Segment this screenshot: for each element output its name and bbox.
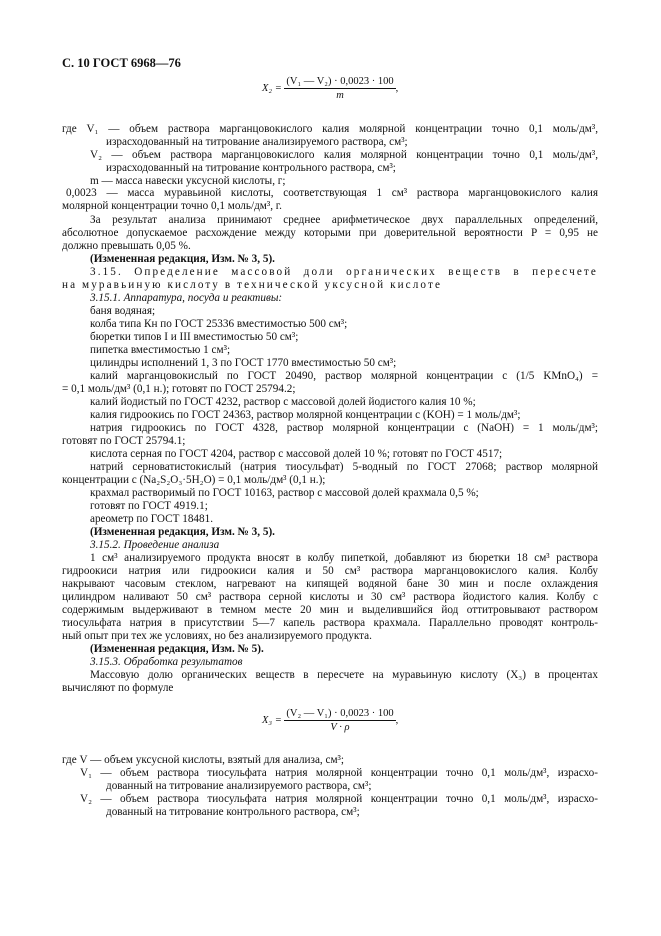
formula-x3-numerator: (V₂ — V₁) · 0,0023 · 100: [286, 708, 394, 719]
equipment-areometer: ареометр по ГОСТ 18481.: [90, 513, 214, 525]
reagent-starch-cont: готовят по ГОСТ 4919.1;: [90, 500, 208, 512]
section-3-15-1-title: 3.15.1. Аппаратура, посуда и реактивы:: [90, 292, 283, 304]
formula-x3-tail: ,: [395, 714, 399, 726]
equipment-item: баня водяная;: [90, 305, 156, 317]
reagent-kmno4-line2: = 0,1 моль/дм³ (0,1 н.); готовят по ГОСТ 25794.2;: [62, 383, 296, 395]
amendment-note-3: (Измененная редакция, Изм. № 5).: [90, 643, 264, 655]
procedure-line: накрывают часовым стеклом, нагревают на кипящей водяной бане 30 мин и после охлаждения: [62, 578, 598, 590]
reagent-koh: калия гидроокись по ГОСТ 24363, раствор молярной концентрации c (KOH) = 1 моль/дм³;: [90, 409, 521, 421]
where-v1-thio: V₁ — объем раствора тиосульфата натрия молярной концентрации точно 0,1 моль/дм³, израсхо-: [80, 767, 598, 779]
section-3-15-title-line2: на муравьиную кислоту в технической уксусной кислоте: [62, 279, 443, 291]
formula-x3-fraction: [284, 708, 395, 733]
formula-x3-lhs: X₃ =: [262, 714, 282, 726]
reagent-thiosulfate-line1: натрий серноватистокислый (натрия тиосульфат) 5-водный по ГОСТ 27068; раствор молярной: [90, 461, 598, 473]
formula-x2: [262, 76, 398, 101]
equipment-item: пипетка вместимостью 1 см³;: [90, 344, 231, 356]
where-0023-cont: молярной концентрации точно 0,1 моль/дм³, г.: [62, 200, 282, 212]
reagent-naoh-line1: натрия гидроокись по ГОСТ 4328, раствор молярной концентрации c (NaOH) = 1 моль/дм³;: [90, 422, 598, 434]
section-3-15-2-title: 3.15.2. Проведение анализа: [90, 539, 220, 551]
results-intro-line1: Массовую долю органических веществ в пересчете на муравьиную кислоту (X₃) в процентах: [90, 669, 598, 681]
section-3-15-3-title: 3.15.3. Обработка результатов: [90, 656, 243, 668]
procedure-line: цилиндром наливают 50 см³ раствора серной кислоты и 30 см³ раствора йодистого калия. Колбу с: [62, 591, 598, 603]
procedure-line: тиосульфата натрия в присутствии 5—7 капель раствора крахмала. Параллельно проводят контроль-: [62, 617, 598, 629]
where-v1: где V₁ — объем раствора марганцовокислого калия молярной концентрации точно 0,1 моль/дм³,: [62, 123, 598, 135]
formula-x2-lhs: X₂ =: [262, 82, 282, 94]
section-3-15-title-line1: 3.15. Определение массовой доли органических веществ в пересчете: [90, 266, 598, 278]
formula-x2-fraction: [284, 76, 395, 101]
results-intro-line2: вычисляют по формуле: [62, 682, 174, 694]
where-m: m — масса навески уксусной кислоты, г;: [90, 175, 286, 187]
where-v2: V₂ — объем раствора марганцовокислого калия молярной концентрации точно 0,1 моль/дм³,: [90, 149, 598, 161]
where-v2-cont: израсходованный на титрование контрольного раствора, см³;: [106, 162, 396, 174]
equipment-item: бюретки типов I и III вместимостью 50 см³;: [90, 331, 299, 343]
where-v2-thio-cont: дованный на титрование контрольного раствора, см³;: [106, 806, 360, 818]
page-header: С. 10 ГОСТ 6968—76: [62, 56, 181, 70]
reagent-kmno4-line1: калий марганцовокислый по ГОСТ 20490, раствор молярной концентрации c (1/5 KMnO₄) =: [90, 370, 598, 382]
equipment-item: цилиндры исполнений 1, 3 по ГОСТ 1770 вместимостью 50 см³;: [90, 357, 397, 369]
procedure-line: содержимым выдерживают в темном месте 20 мин и выделившийся йод оттитровывают раствором: [62, 604, 598, 616]
where-v1-thio-cont: дованный на титрование анализируемого раствора, см³;: [106, 780, 372, 792]
reagent-starch: крахмал растворимый по ГОСТ 10163, раствор с массовой долей крахмала 0,5 %;: [90, 487, 479, 499]
formula-x2-tail: ,: [395, 82, 399, 94]
where-v2-thio: V₂ — объем раствора тиосульфата натрия молярной концентрации точно 0,1 моль/дм³, израсхо-: [80, 793, 598, 805]
procedure-line: ный опыт при тех же условиях, но без анализируемого продукта.: [62, 630, 372, 642]
result-paragraph-line1: За результат анализа принимают среднее арифметическое двух параллельных определений,: [90, 214, 598, 226]
reagent-h2so4: кислота серная по ГОСТ 4204, раствор с массовой долей 10 %; готовят по ГОСТ 4517;: [90, 448, 503, 460]
procedure-line: 1 см³ анализируемого продукта вносят в колбу пипеткой, добавляют из бюретки 18 см³ раствора: [90, 552, 598, 564]
formula-x3-denominator: V · ρ: [330, 722, 350, 733]
procedure-line: гидроокиси натрия или гидроокиси калия и 50 см³ раствора марганцовокислого калия. Колбу: [62, 565, 598, 577]
amendment-note-1: (Измененная редакция, Изм. № 3, 5).: [90, 253, 275, 265]
where-v: где V — объем уксусной кислоты, взятый для анализа, см³;: [62, 754, 345, 766]
equipment-item: колба типа Кн по ГОСТ 25336 вместимостью 500 см³;: [90, 318, 348, 330]
formula-x2-numerator: (V₁ — V₂) · 0,0023 · 100: [286, 76, 394, 87]
where-0023: 0,0023 — масса муравьиной кислоты, соответствующая 1 см³ раствора марганцовокислого калия: [66, 187, 598, 199]
reagent-naoh-line2: готовят по ГОСТ 25794.1;: [62, 435, 186, 447]
amendment-note-2: (Измененная редакция, Изм. № 3, 5).: [90, 526, 275, 538]
reagent-thiosulfate-line2: концентрации c (Na₂S₂O₃·5H₂O) = 0,1 моль/дм³ (0,1 н.);: [62, 474, 326, 486]
reagent-ki: калий йодистый по ГОСТ 4232, раствор с массовой долей йодистого калия 10 %;: [90, 396, 476, 408]
result-paragraph-line2: абсолютное допускаемое расхождение между которыми при доверительной вероятности P = 0,95 не: [62, 227, 598, 239]
formula-x2-denominator: m: [336, 90, 344, 101]
where-v1-cont: израсходованный на титрование анализируемого раствора, см³;: [106, 136, 408, 148]
formula-x3: [262, 708, 398, 733]
result-paragraph-line3: должно превышать 0,05 %.: [62, 240, 191, 252]
